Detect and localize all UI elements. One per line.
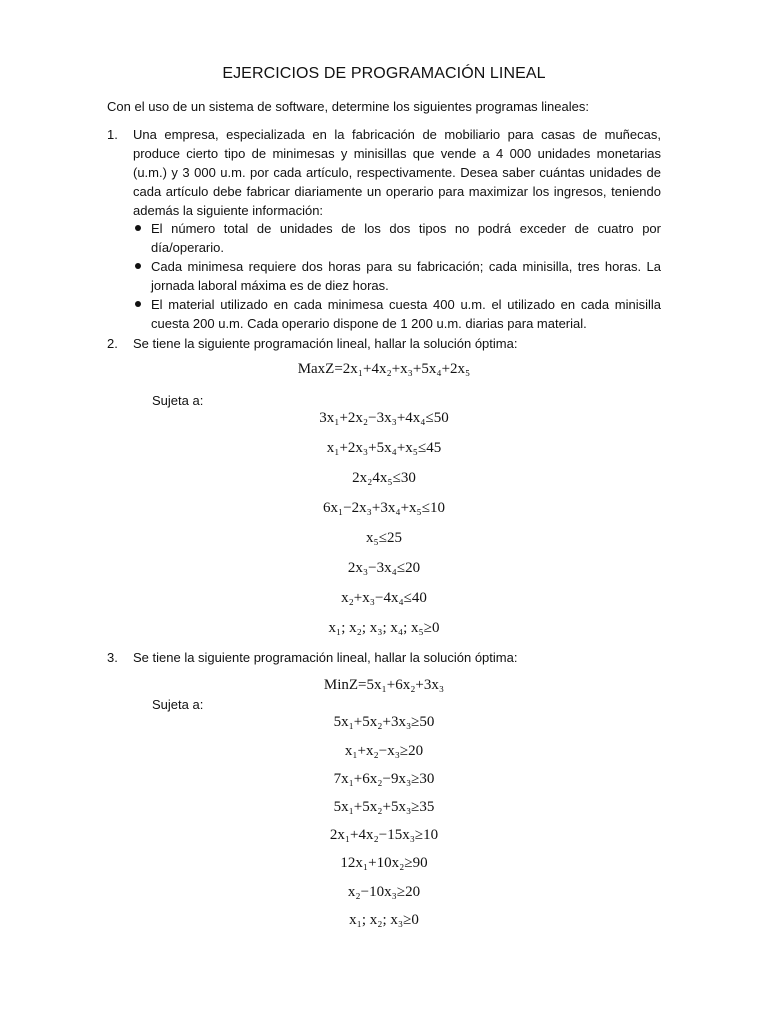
problem-3-nonnegativity: x₁; x₂; x₃≥0 xyxy=(349,912,419,928)
problem-2-constraint: x₂+x₃−4x₄≤40 xyxy=(341,590,427,606)
problem-3-constraint: 12x₁+10x₂≥90 xyxy=(340,855,428,871)
problem-3-constraint: 5x₁+5x₂+3x₃≥50 xyxy=(333,714,435,730)
problem-1-number: 1. xyxy=(107,127,118,142)
problem-2-constraint: 3x₁+2x₂−3x₃+4x₄≤50 xyxy=(319,410,449,426)
problem-3-constraint: 5x₁+5x₂+5x₃≥35 xyxy=(333,799,435,815)
intro-text: Con el uso de un sistema de software, determine los siguientes programas lineales: xyxy=(107,99,589,114)
problem-3-constraint: 7x₁+6x₂−9x₃≥30 xyxy=(333,771,435,787)
problem-1-text: Una empresa, especializada en la fabricación de mobiliario para casas de muñecas, produce cierto tipo de minimesas y minisillas que vende a 4 000 unidades monetarias (u.m.) y 3 000 u.m. por cada artículo, respectivamente. Desea saber cuántas unidades de cada artículo debe fabricar diariamente un operario para maximizar los ingresos, teniendo además la siguiente información: xyxy=(133,127,661,218)
problem-3-number: 3. xyxy=(107,650,118,665)
bullet-text: Cada minimesa requiere dos horas para su fabricación; cada minisilla, tres horas. La jornada laboral máxima es de diez horas. xyxy=(151,259,661,293)
bullet-icon xyxy=(135,301,141,307)
bullet-text: El número total de unidades de los dos tipos no podrá exceder de cuatro por día/operario. xyxy=(151,221,661,255)
problem-2-constraint: x₅≤25 xyxy=(366,530,402,546)
problem-3-constraint: 2x₁+4x₂−15x₃≥10 xyxy=(329,827,439,843)
problem-2-constraint: 2x₃−3x₄≤20 xyxy=(347,560,421,576)
problem-3-objective: MinZ=5x₁+6x₂+3x₃ xyxy=(323,677,445,693)
problem-2-text: Se tiene la siguiente programación lineal, hallar la solución óptima: xyxy=(133,336,518,351)
document-title: EJERCICIOS DE PROGRAMACIÓN LINEAL xyxy=(222,65,546,82)
problem-2-constraint: x₁+2x₃+5x₄+x₅≤45 xyxy=(326,440,442,456)
problem-1-bullets xyxy=(133,219,661,333)
problem-2-number: 2. xyxy=(107,336,118,351)
problem-3-text: Se tiene la siguiente programación lineal, hallar la solución óptima: xyxy=(133,650,518,665)
problem-3-constraint: x₁+x₂−x₃≥20 xyxy=(344,743,424,759)
problem-2-nonnegativity: x₁; x₂; x₃; x₄; x₅≥0 xyxy=(328,620,440,636)
problem-3-constraint: x₂−10x₃≥20 xyxy=(347,884,421,900)
problem-2-constraint: 6x₁−2x₃+3x₄+x₅≤10 xyxy=(322,500,446,516)
problem-2-objective: MaxZ=2x₁+4x₂+x₃+5x₄+2x₅ xyxy=(297,361,471,377)
problem-2-constraint: 2x₂4x₅≤30 xyxy=(352,470,416,486)
problem-2-subject-to: Sujeta a: xyxy=(152,393,204,408)
bullet-icon xyxy=(135,225,141,231)
bullet-text: El material utilizado en cada minimesa cuesta 400 u.m. el utilizado en cada minisilla cuesta 200 u.m. Cada operario dispone de 1 200 u.m. diarias para material. xyxy=(151,297,661,331)
bullet-item xyxy=(133,219,661,257)
bullet-item xyxy=(133,257,661,295)
bullet-icon xyxy=(135,263,141,269)
bullet-item xyxy=(133,295,661,333)
problem-3-subject-to: Sujeta a: xyxy=(152,697,204,712)
